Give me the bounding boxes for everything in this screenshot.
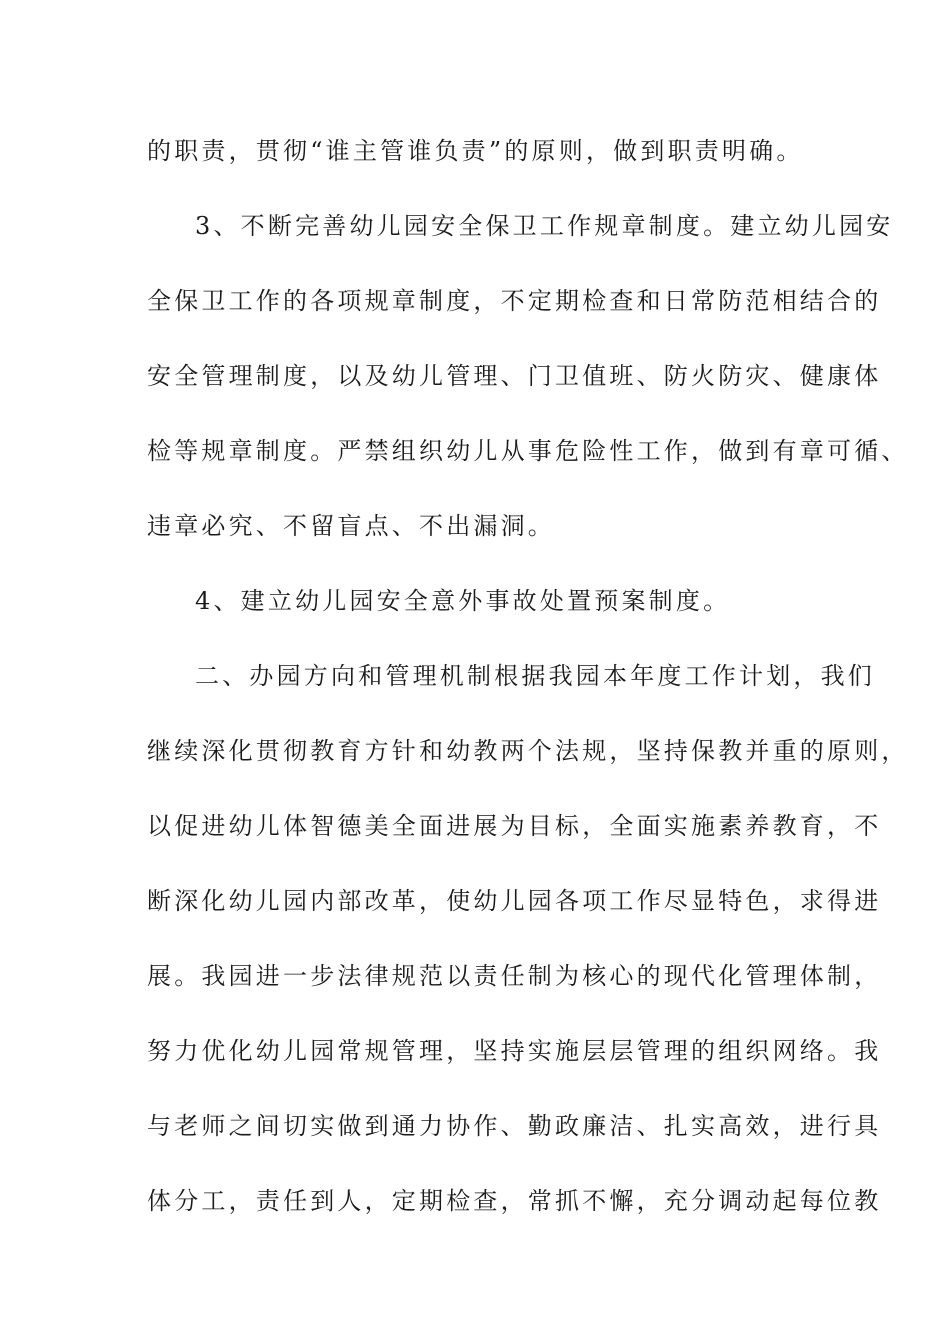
text-line: 检等规章制度。严禁组织幼儿从事危险性工作，做到有章可循、	[147, 437, 909, 465]
text-line: 安全管理制度，以及幼儿管理、门卫值班、防火防灾、健康体	[147, 362, 882, 390]
section-2-heading-line: 二、办园方向和管理机制根据我园本年度工作计划，我们	[195, 662, 875, 690]
text-line: 违章必究、不留盲点、不出漏洞。	[147, 512, 555, 540]
text-line: 断深化幼儿园内部改革，使幼儿园各项工作尽显特色，求得进	[147, 887, 882, 915]
text-line: 体分工，责任到人，定期检查，常抓不懈，充分调动起每位教	[147, 1187, 882, 1215]
text-line: 努力优化幼儿园常规管理，坚持实施层层管理的组织网络。我	[147, 1037, 882, 1065]
text-line: 展。我园进一步法律规范以责任制为核心的现代化管理体制，	[147, 962, 882, 990]
text-line: 全保卫工作的各项规章制度，不定期检查和日常防范相结合的	[147, 287, 882, 315]
text-line: 继续深化贯彻教育方针和幼教两个法规，坚持保教并重的原则，	[147, 737, 909, 765]
text-line: 的职责，贯彻“谁主管谁负责”的原则，做到职责明确。	[147, 137, 804, 165]
text-line: 以促进幼儿体智德美全面进展为目标，全面实施素养教育，不	[147, 812, 882, 840]
paragraph-3-heading-line: 3、不断完善幼儿园安全保卫工作规章制度。建立幼儿园安	[195, 212, 894, 240]
text-line: 与老师之间切实做到通力协作、勤政廉洁、扎实高效，进行具	[147, 1112, 882, 1140]
paragraph-4-heading-line: 4、建立幼儿园安全意外事故处置预案制度。	[195, 587, 731, 615]
